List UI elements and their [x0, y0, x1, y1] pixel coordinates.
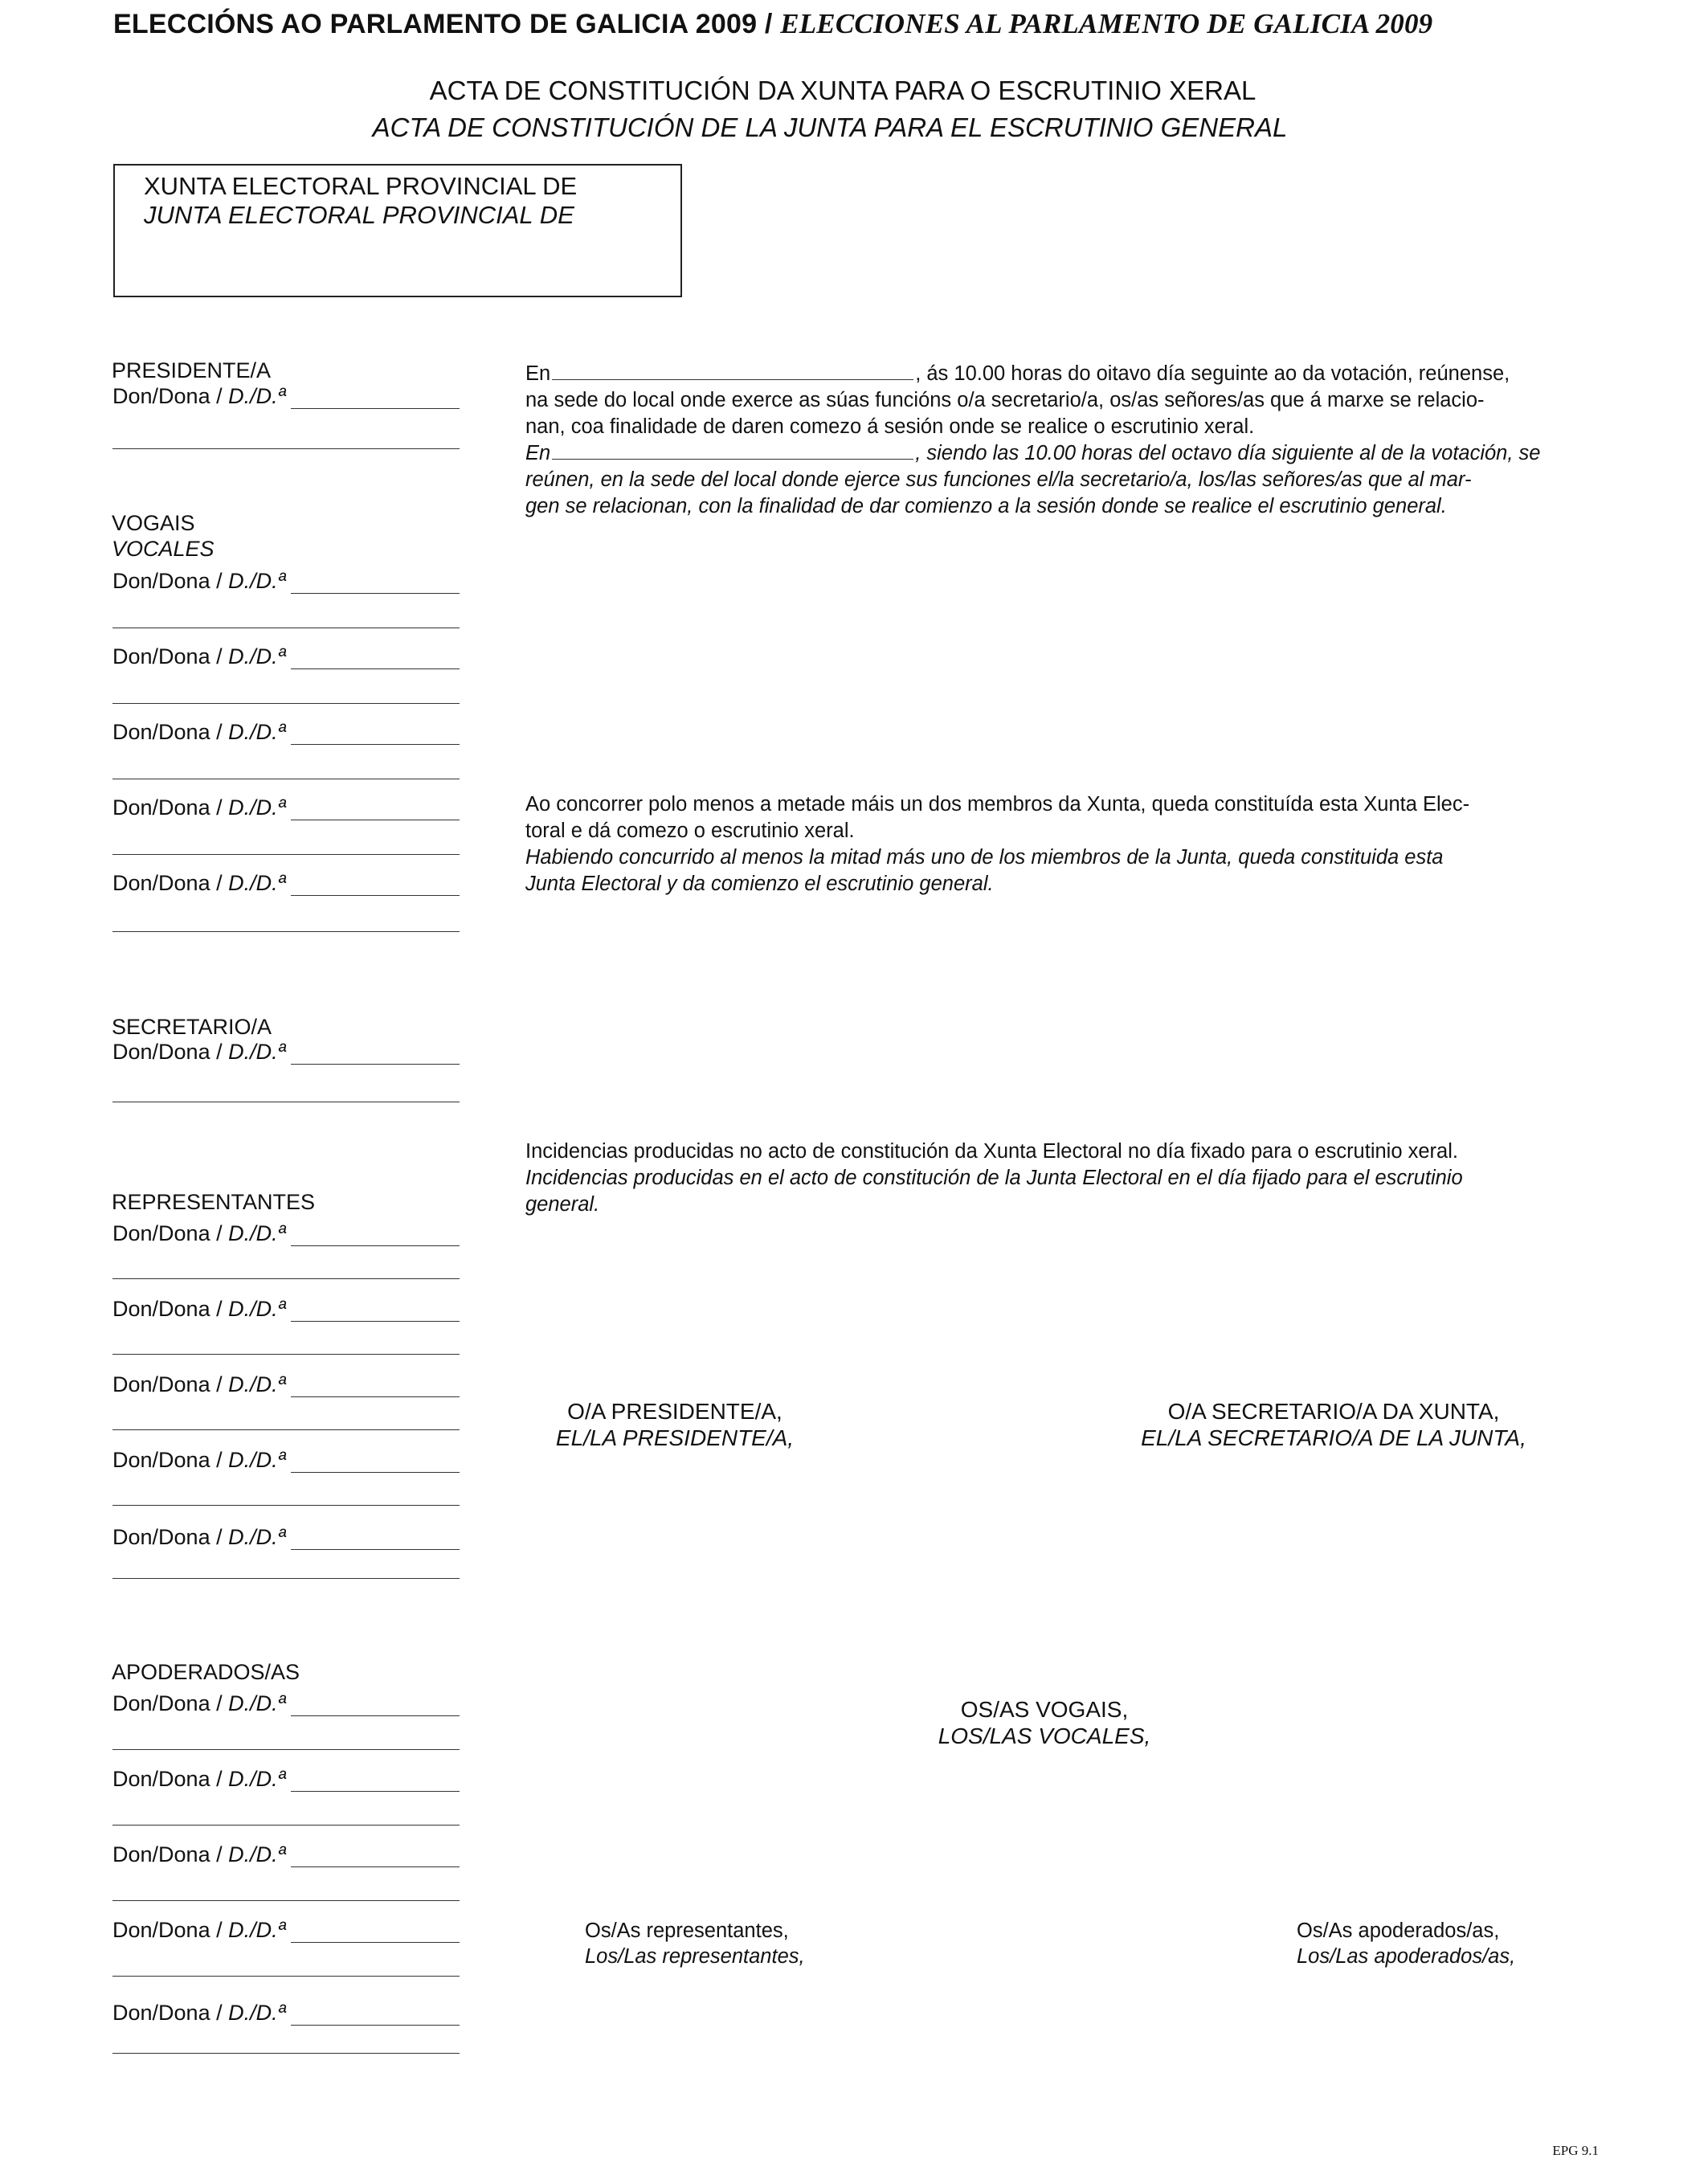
vocal-extra-line[interactable]: [112, 703, 460, 704]
header-title-gl: ELECCIÓNS AO PARLAMENTO DE GALICIA 2009 /: [113, 9, 773, 39]
don-label: Don/Dona /: [112, 720, 229, 744]
name-field[interactable]: [291, 1472, 460, 1473]
intro-paragraph: [525, 361, 1567, 520]
apoderado-name-row[interactable]: [112, 2001, 460, 2030]
signature-apoderados: [1297, 1918, 1515, 1969]
name-field[interactable]: [291, 593, 460, 594]
sig-representantes-es: Los/Las representantes,: [585, 1945, 805, 1968]
don-label: Don/Dona /: [112, 1842, 229, 1866]
don-label: Don/Dona /: [112, 1448, 229, 1472]
incidencias-gl: Incidencias producidas no acto de constitución da Xunta Electoral no día fixado para o escrutinio xeral.: [525, 1140, 1458, 1163]
don-label-es: D./D.ª: [228, 2001, 286, 2025]
name-field[interactable]: [291, 1866, 460, 1867]
acta-title: [0, 72, 1708, 146]
sig-vogais-gl: OS/AS VOGAIS,: [960, 1697, 1129, 1722]
representante-extra-line[interactable]: [112, 1578, 460, 1579]
secretario-name-row[interactable]: [112, 1040, 460, 1069]
acta-title-gl: ACTA DE CONSTITUCIÓN DA XUNTA PARA O ESCRUTINIO XERAL: [429, 76, 1256, 105]
name-field[interactable]: [291, 1942, 460, 1943]
section-presidente: PRESIDENTE/A: [112, 358, 272, 382]
don-label: Don/Dona /: [112, 1918, 229, 1942]
don-label-es: D./D.ª: [228, 1918, 286, 1942]
representante-extra-line[interactable]: [112, 1278, 460, 1279]
section-representantes: REPRESENTANTES: [112, 1190, 316, 1214]
presidente-name-row[interactable]: [112, 384, 460, 413]
don-label-es: D./D.ª: [228, 871, 286, 895]
don-label-es: D./D.ª: [228, 1767, 286, 1791]
don-label-es: D./D.ª: [228, 644, 286, 668]
sig-secretario-gl: O/A SECRETARIO/A DA XUNTA,: [1167, 1399, 1500, 1424]
representante-name-row[interactable]: [112, 1221, 460, 1250]
representante-extra-line[interactable]: [112, 1505, 460, 1506]
representante-extra-line[interactable]: [112, 1429, 460, 1430]
signature-presidente: [530, 1398, 819, 1451]
apoderado-name-row[interactable]: [112, 1918, 460, 1947]
don-label: Don/Dona /: [112, 1372, 229, 1396]
signature-vogais: [884, 1696, 1205, 1749]
quorum-gl-1: Ao concorrer polo menos a metade máis un dos membros da Xunta, queda constituída esta Xunta Elec-: [525, 793, 1470, 816]
don-label: Don/Dona /: [112, 1221, 229, 1245]
quorum-paragraph: [525, 791, 1567, 897]
representante-name-row[interactable]: [112, 1297, 460, 1326]
section-vocales: VOCALES: [112, 537, 215, 561]
intro-es-2: reúnen, en la sede del local donde ejerce sus funciones el/la secretario/a, los/las señores/as que al mar-: [525, 468, 1472, 491]
don-label: Don/Dona /: [112, 1040, 229, 1064]
name-field[interactable]: [291, 1321, 460, 1322]
representante-extra-line[interactable]: [112, 1354, 460, 1355]
representante-name-row[interactable]: [112, 1448, 460, 1477]
don-label-es: D./D.ª: [228, 1842, 286, 1866]
don-label: Don/Dona /: [112, 1691, 229, 1715]
section-secretario: SECRETARIO/A: [112, 1015, 272, 1039]
box-label-gl: XUNTA ELECTORAL PROVINCIAL DE: [144, 172, 578, 200]
sig-vogais-es: LOS/LAS VOCALES,: [938, 1723, 1151, 1748]
signature-representantes: [585, 1918, 805, 1969]
place-field-es[interactable]: [552, 443, 913, 460]
presidente-extra-line[interactable]: [112, 448, 460, 449]
don-label-es: D./D.ª: [228, 795, 286, 820]
vocal-extra-line[interactable]: [112, 931, 460, 932]
sig-apoderados-es: Los/Las apoderados/as,: [1297, 1945, 1516, 1968]
don-label-es: D./D.ª: [228, 384, 286, 408]
don-label: Don/Dona /: [112, 1525, 229, 1549]
don-label-es: D./D.ª: [228, 1525, 286, 1549]
vocal-name-row[interactable]: [112, 644, 460, 673]
form-code: EPG 9.1: [1552, 2143, 1599, 2158]
don-label-es: D./D.ª: [228, 1691, 286, 1715]
intro-es-3: gen se relacionan, con la finalidad de dar comienzo a la sesión donde se realice el escrutinio general.: [525, 495, 1447, 517]
don-label-es: D./D.ª: [228, 1372, 286, 1396]
name-field[interactable]: [291, 1245, 460, 1246]
name-field[interactable]: [291, 1715, 460, 1716]
vocal-name-row[interactable]: [112, 871, 460, 900]
intro-en-es: En: [525, 442, 551, 464]
sig-apoderados-gl: Os/As apoderados/as,: [1297, 1920, 1500, 1942]
provincial-junta-box[interactable]: [113, 164, 682, 297]
box-label-es: JUNTA ELECTORAL PROVINCIAL DE: [144, 201, 574, 229]
intro-gl-3: nan, coa finalidade de daren comezo á sesión onde se realice o escrutinio xeral.: [525, 415, 1255, 438]
don-label: Don/Dona /: [112, 2001, 229, 2025]
don-label: Don/Dona /: [112, 1297, 229, 1321]
sig-presidente-es: EL/LA PRESIDENTE/A,: [555, 1425, 795, 1450]
name-field[interactable]: [291, 408, 460, 409]
name-field[interactable]: [291, 2025, 460, 2026]
don-label: Don/Dona /: [112, 644, 229, 668]
name-field[interactable]: [291, 1396, 460, 1397]
sig-presidente-gl: O/A PRESIDENTE/A,: [567, 1399, 782, 1424]
section-vogais: VOGAIS: [112, 511, 195, 535]
don-label-es: D./D.ª: [228, 1040, 286, 1064]
name-field[interactable]: [291, 744, 460, 745]
don-label: Don/Dona /: [112, 871, 229, 895]
vocal-name-row[interactable]: [112, 569, 460, 598]
apoderado-extra-line[interactable]: [112, 1749, 460, 1750]
incidencias-es-2: general.: [525, 1193, 600, 1216]
quorum-es-1: Habiendo concurrido al menos la mitad más uno de los miembros de la Junta, queda constituida esta: [525, 846, 1444, 869]
don-label: Don/Dona /: [112, 1767, 229, 1791]
sig-representantes-gl: Os/As representantes,: [585, 1920, 789, 1942]
don-label: Don/Dona /: [112, 795, 229, 820]
representante-name-row[interactable]: [112, 1525, 460, 1554]
header-title-es: ELECCIONES AL PARLAMENTO DE GALICIA 2009: [780, 8, 1433, 39]
don-label: Don/Dona /: [112, 384, 229, 408]
representante-name-row[interactable]: [112, 1372, 460, 1401]
quorum-gl-2: toral e dá comezo o escrutinio xeral.: [525, 820, 855, 842]
intro-gl-2: na sede do local onde exerce as súas funcións o/a secretario/a, os/as señores/as que á marxe se relacio-: [525, 389, 1485, 411]
intro-es-1: , siendo las 10.00 horas del octavo día siguiente al de la votación, se: [915, 442, 1541, 464]
apoderado-extra-line[interactable]: [112, 1976, 460, 1977]
name-field[interactable]: [291, 668, 460, 669]
don-label-es: D./D.ª: [228, 720, 286, 744]
intro-gl-1: , ás 10.00 horas do oitavo día seguinte ao da votación, reúnense,: [915, 362, 1510, 385]
name-field[interactable]: [291, 1064, 460, 1065]
don-label-es: D./D.ª: [228, 569, 286, 593]
quorum-es-2: Junta Electoral y da comienzo el escrutinio general.: [525, 873, 994, 895]
don-label-es: D./D.ª: [228, 1221, 286, 1245]
apoderado-name-row[interactable]: [112, 1767, 460, 1796]
apoderado-extra-line[interactable]: [112, 1900, 460, 1901]
don-label-es: D./D.ª: [228, 1297, 286, 1321]
name-field[interactable]: [291, 1791, 460, 1792]
apoderado-name-row[interactable]: [112, 1842, 460, 1871]
don-label: Don/Dona /: [112, 569, 229, 593]
acta-title-es: ACTA DE CONSTITUCIÓN DE LA JUNTA PARA EL ESCRUTINIO GENERAL: [372, 112, 1288, 142]
section-apoderados: APODERADOS/AS: [112, 1660, 300, 1684]
signature-secretario: [1109, 1398, 1559, 1451]
name-field[interactable]: [291, 1549, 460, 1550]
apoderado-name-row[interactable]: [112, 1691, 460, 1720]
vocal-name-row[interactable]: [112, 720, 460, 749]
place-field-gl[interactable]: [552, 363, 913, 380]
incidencias-es-1: Incidencias producidas en el acto de constitución de la Junta Electoral en el día fijado para el escrutinio: [525, 1167, 1463, 1189]
sig-secretario-es: EL/LA SECRETARIO/A DE LA JUNTA,: [1141, 1425, 1526, 1450]
intro-en-gl: En: [525, 362, 551, 385]
apoderado-extra-line[interactable]: [112, 2053, 460, 2054]
vocal-extra-line[interactable]: [112, 854, 460, 855]
incidencias-paragraph: [525, 1139, 1567, 1218]
apoderado-extra-line[interactable]: [112, 1825, 460, 1826]
name-field[interactable]: [291, 895, 460, 896]
page-header: [113, 8, 1432, 40]
vocal-name-row[interactable]: [112, 795, 460, 824]
don-label-es: D./D.ª: [228, 1448, 286, 1472]
